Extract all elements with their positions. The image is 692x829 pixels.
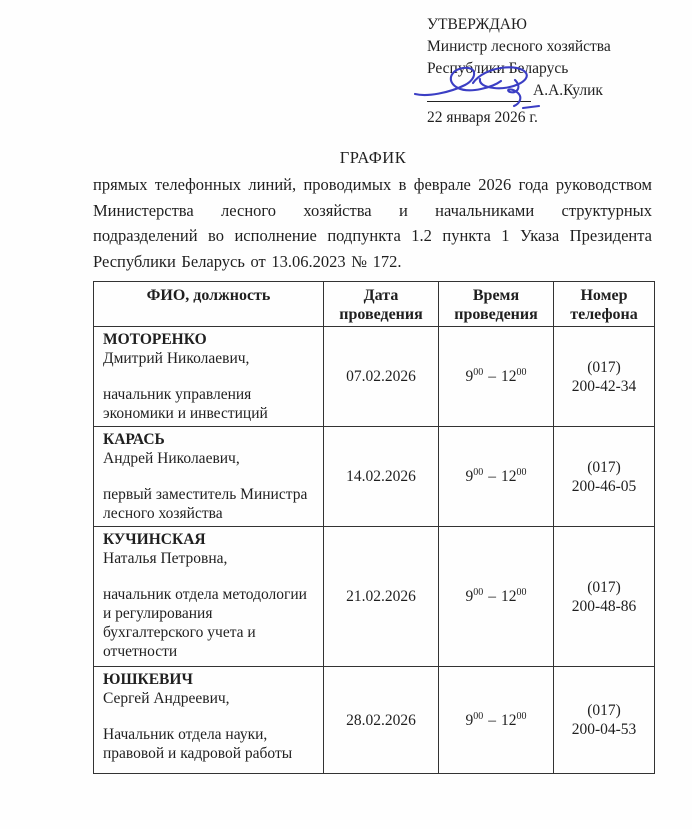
time-from-sup: 00 [473,710,484,722]
phone-number: 200-04-53 [571,721,637,738]
table-row [94,527,655,667]
approval-block [427,14,677,129]
time-to-sup: 00 [516,366,527,378]
person-position: первый заместитель Министра лесного хозяйства [103,486,308,522]
time-separator: – [488,711,496,729]
time-cell [439,527,554,667]
person-position: Начальник отдела науки, правовой и кадровой работы [103,726,293,762]
name-position-cell [94,427,324,527]
name-position-cell [94,527,324,667]
approval-date: 22 января 2026 г. [427,109,538,126]
time-from: 9 [465,368,474,385]
name-position-cell [94,667,324,774]
phone-number: 200-46-05 [571,477,637,495]
time-to: 12 [501,588,517,605]
header-phone: Номер телефона [554,282,655,327]
phone-code: (017) [587,358,621,376]
table-header-row [94,282,655,327]
time-to: 12 [501,711,517,729]
time-cell [439,427,554,527]
table-row [94,427,655,527]
phone-cell [554,427,655,527]
table-row [94,667,655,774]
time-cell [439,667,554,774]
date-cell: 21.02.2026 [324,527,439,667]
date-cell: 07.02.2026 [324,327,439,427]
person-name: Дмитрий Николаевич, [103,350,250,367]
time-separator: – [488,368,496,385]
phone-code: (017) [587,702,621,719]
header-date: Дата проведения [324,282,439,327]
person-surname: ЮШКЕВИЧ [103,671,193,688]
name-position-cell [94,327,324,427]
time-to-sup: 00 [516,586,527,598]
approver-title-line2: Республики Беларусь [427,60,569,77]
approver-name: А.А.Кулик [533,82,603,99]
time-to-sup: 00 [516,466,527,478]
schedule-table [93,281,655,774]
signature-underline [427,83,531,102]
person-surname: КУЧИНСКАЯ [103,531,206,548]
time-from: 9 [465,711,474,729]
document-title: ГРАФИК [339,148,407,167]
time-separator: – [488,468,496,485]
phone-cell [554,667,655,774]
time-from: 9 [465,588,474,605]
phone-code: (017) [587,578,621,596]
phone-code: (017) [587,458,621,476]
time-to: 12 [501,468,517,485]
approver-title-line1: Министр лесного хозяйства [427,38,611,55]
time-from-sup: 00 [473,366,484,378]
person-position: начальник отдела методологии и регулирования бухгалтерского учета и отчетности [103,586,307,660]
person-surname: КАРАСЬ [103,431,165,448]
person-surname: МОТОРЕНКО [103,331,207,348]
phone-number: 200-42-34 [571,377,637,395]
time-to-sup: 00 [516,710,527,722]
approval-heading: УТВЕРЖДАЮ [427,16,527,33]
person-name: Андрей Николаевич, [103,450,240,467]
signature-line [427,80,677,107]
date-cell: 28.02.2026 [324,667,439,774]
phone-cell [554,527,655,667]
time-separator: – [488,588,496,605]
person-name: Наталья Петровна, [103,550,228,567]
header-fio: ФИО, должность [94,282,324,327]
time-from-sup: 00 [473,466,484,478]
phone-number: 200-48-86 [571,597,637,615]
time-cell [439,327,554,427]
person-position: начальник управления экономики и инвестиций [103,386,268,422]
time-to: 12 [501,368,517,385]
time-from-sup: 00 [473,586,484,598]
table-row [94,327,655,427]
date-cell: 14.02.2026 [324,427,439,527]
phone-cell [554,327,655,427]
intro-paragraph: прямых телефонных линий, проводимых в феврале 2026 года руководством Министерства лесного хозяйства и начальниками структурных подразделений во исполнение подпункта 1.2 пункта 1 Указа Президента Республики Беларусь от 13.06.2023 № 172. [93,175,652,271]
time-from: 9 [465,468,474,485]
header-time: Время проведения [439,282,554,327]
person-name: Сергей Андреевич, [103,690,230,707]
